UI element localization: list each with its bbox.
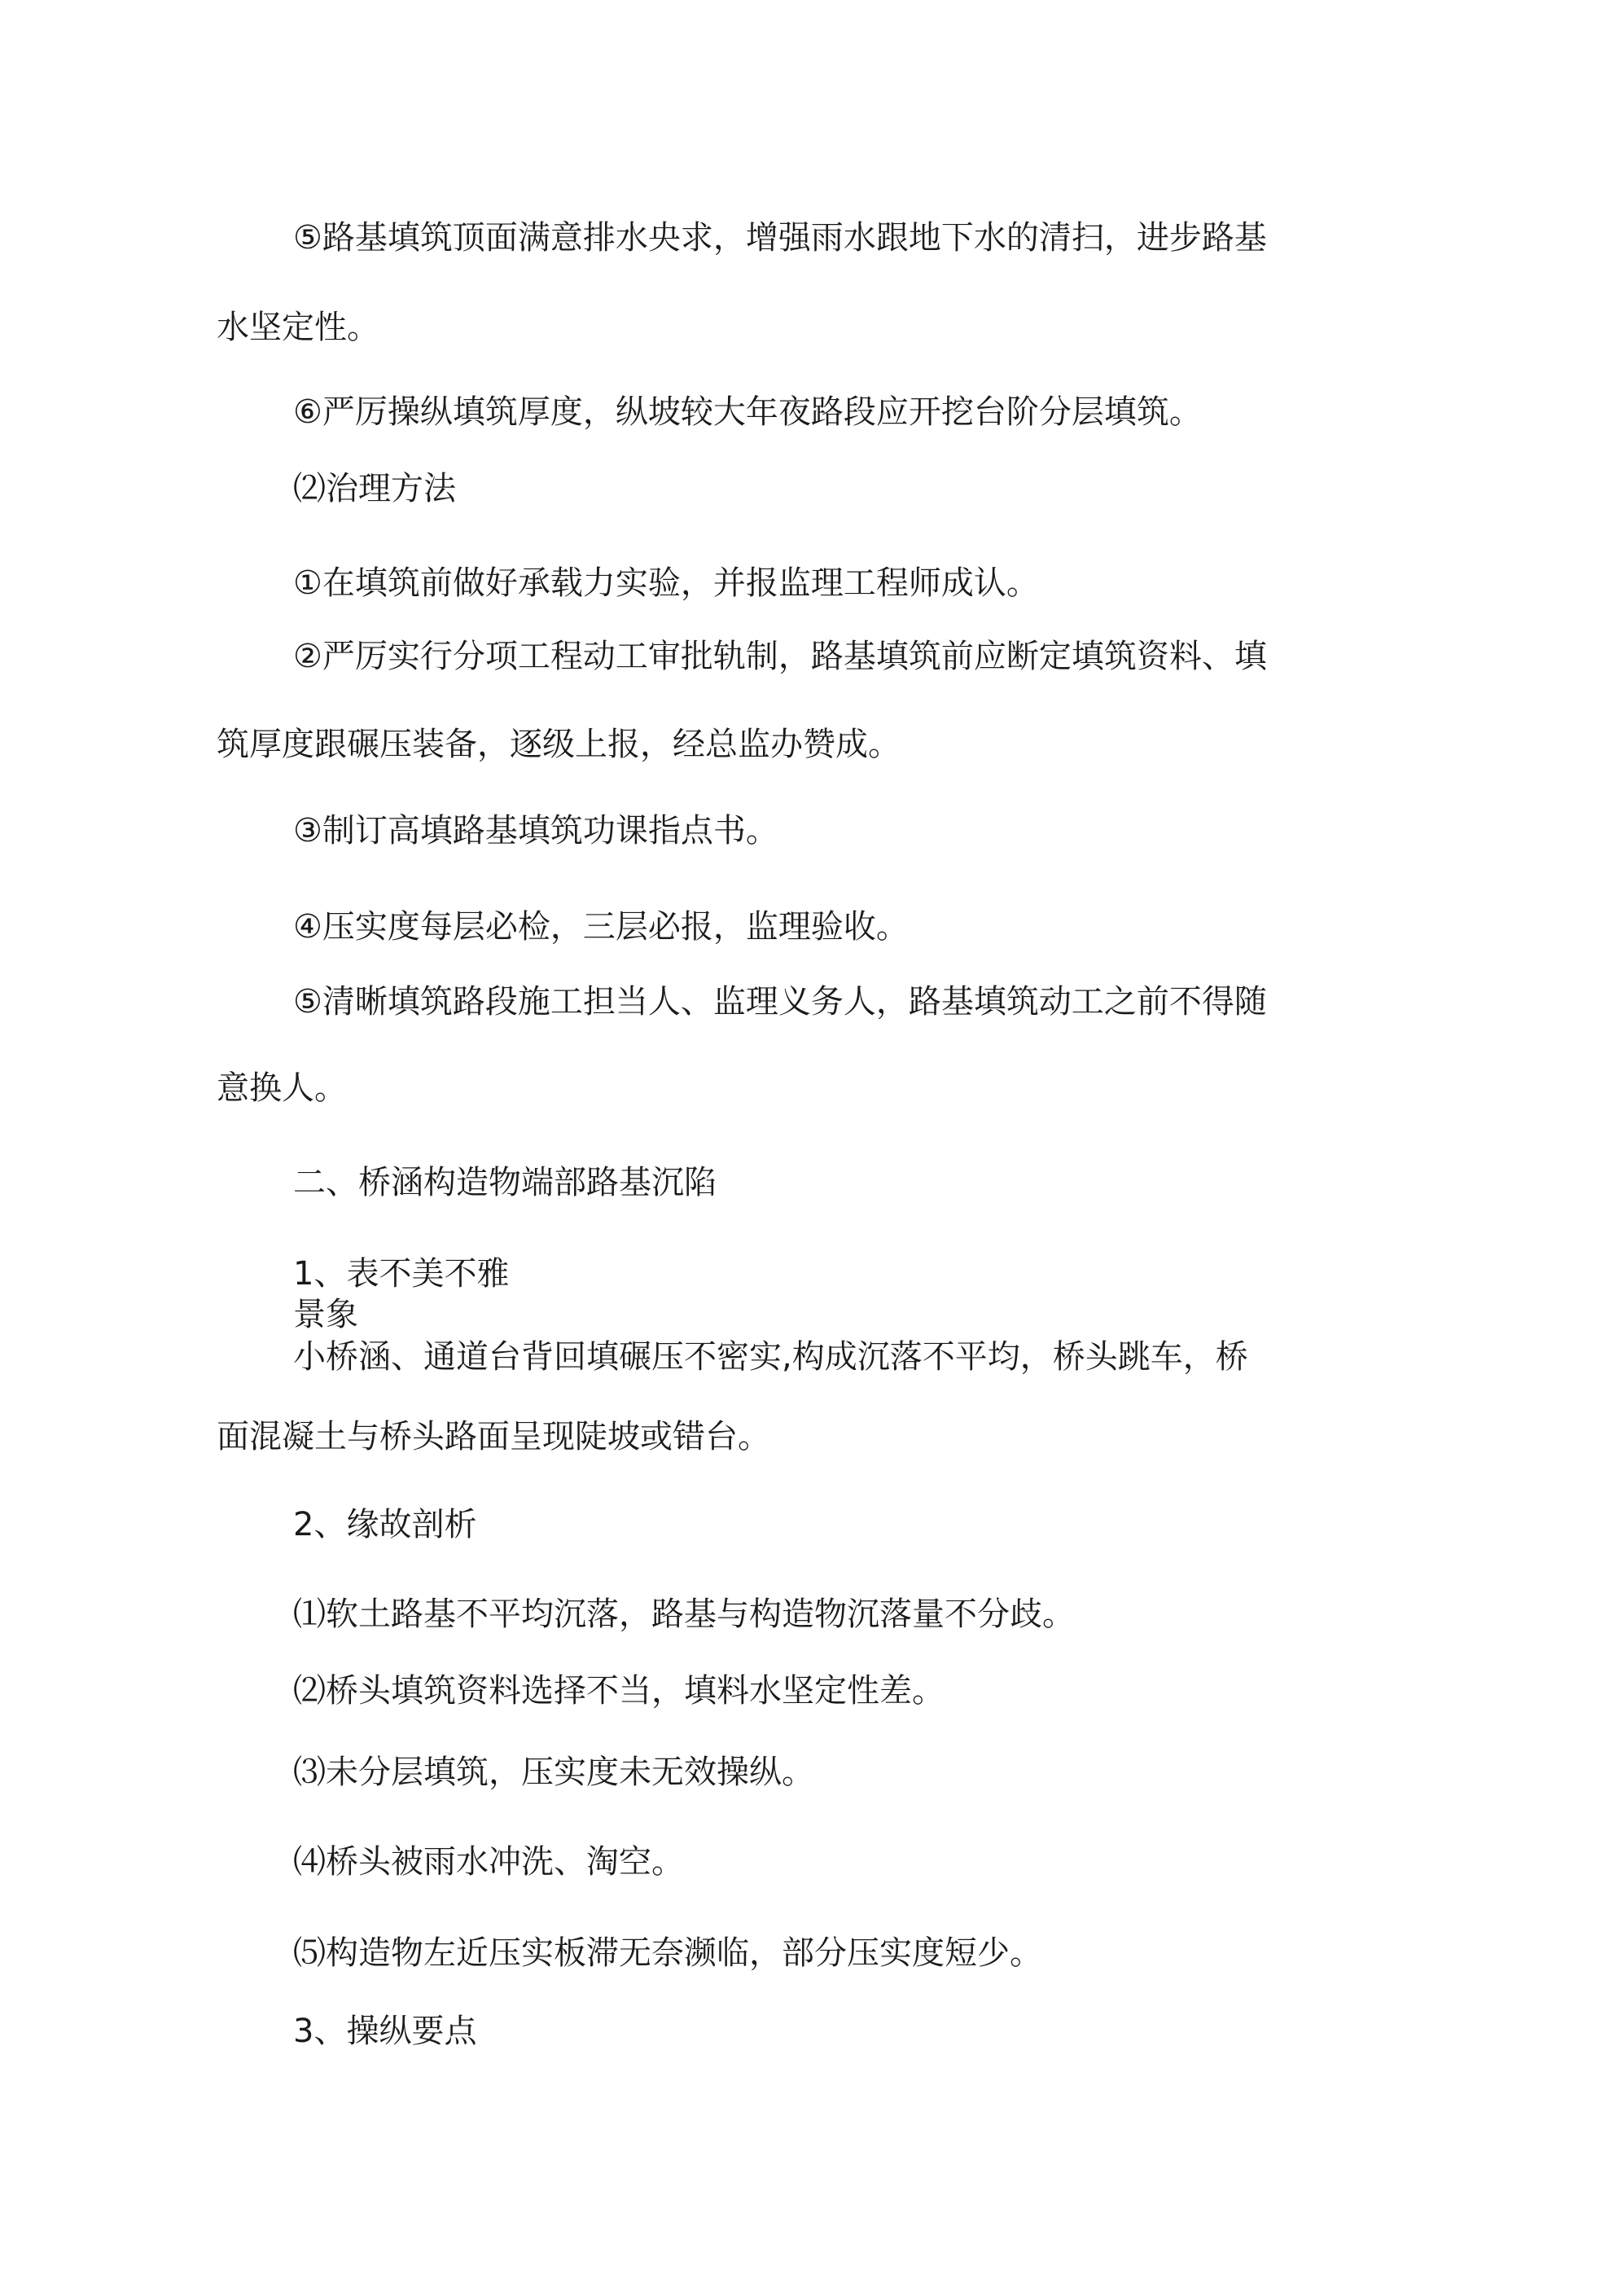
text-line: ③制订高填路基填筑功课指点书。 (293, 812, 778, 849)
text-line: 景象 (293, 1296, 358, 1333)
list-item: ⑷桥头被雨水冲洗、淘空。 (293, 1843, 684, 1881)
text-line: ②严厉实行分项工程动工审批轨制，路基填筑前应断定填筑资料、填 (293, 638, 1267, 675)
text-line: ⑵治理方法 (293, 470, 456, 507)
subsection-heading: 2、缘故剖析 (293, 1506, 477, 1543)
text-line: 筑厚度跟碾压装备，逐级上报，经总监办赞成。 (217, 726, 901, 763)
section-heading: 二、桥涵构造物端部路基沉陷 (293, 1164, 717, 1201)
subsection-heading: 3、操纵要点 (293, 2013, 477, 2050)
text-line: 意换人。 (217, 1069, 347, 1107)
text-line: ①在填筑前做好承载力实验，并报监理工程师成认。 (293, 564, 1039, 602)
list-item: ⑴软土路基不平均沉落，路基与构造物沉落量不分歧。 (293, 1596, 1075, 1633)
text-line: ⑤路基填筑顶面满意排水央求，增强雨水跟地下水的清扫，进步路基 (293, 219, 1267, 257)
text-line: 小桥涵、通道台背回填碾压不密实,构成沉落不平均，桥头跳车，桥 (293, 1338, 1248, 1376)
text-line: ④压实度每层必检，三层必报，监理验收。 (293, 908, 909, 946)
list-item: ⑸构造物左近压实板滞无奈濒临，部分压实度短少。 (293, 1934, 1042, 1972)
text-line: ⑥严厉操纵填筑厚度，纵坡较大年夜路段应开挖台阶分层填筑。 (293, 393, 1202, 431)
text-line: 面混凝土与桥头路面呈现陡坡或错台。 (217, 1418, 770, 1455)
text-line: 水坚定性。 (217, 309, 379, 346)
text-line: ⑤清晰填筑路段施工担当人、监理义务人，路基填筑动工之前不得随 (293, 983, 1267, 1021)
list-item: ⑵桥头填筑资料选择不当，填料水坚定性差。 (293, 1672, 945, 1710)
subsection-heading: 1、表不美不雅 (293, 1255, 510, 1293)
list-item: ⑶未分层填筑，压实度未无效操纵。 (293, 1754, 814, 1791)
